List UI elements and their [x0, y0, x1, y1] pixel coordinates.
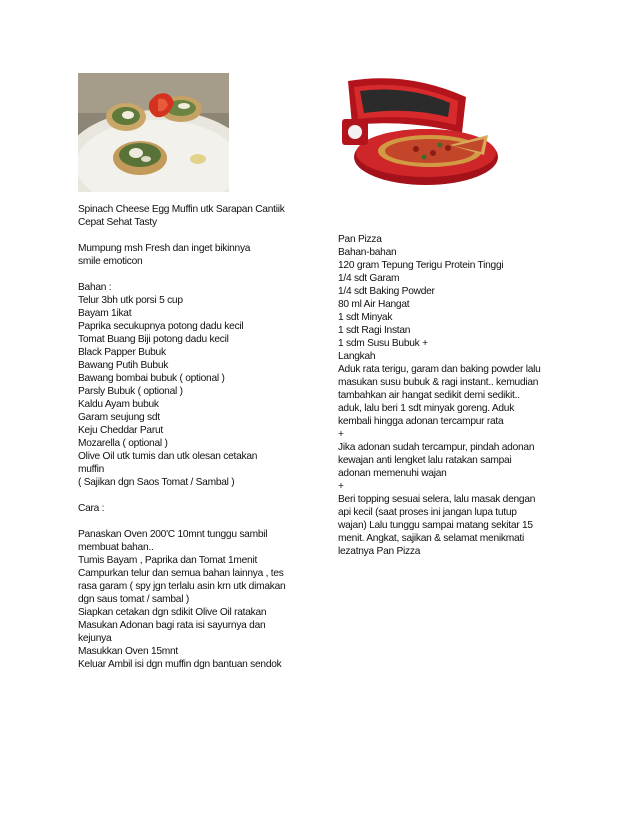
spinach-egg-muffin-image — [78, 73, 229, 192]
method-step-line: membuat bahan.. — [78, 542, 154, 553]
ingredient-line: 1 sdt Minyak — [338, 312, 393, 323]
recipe-text-line: Mumpung msh Fresh dan inget bikinnya — [78, 243, 251, 254]
recipe-title: Spinach Cheese Egg Muffin utk Sarapan Cantiik — [78, 204, 285, 215]
pan-pizza-recipe — [338, 233, 570, 558]
recipe-text-line: smile emoticon — [78, 256, 143, 267]
method-step-line: api kecil (saat proses ini jangan lupa tutup — [338, 507, 517, 518]
ingredients-heading: Bahan-bahan — [338, 247, 397, 258]
method-step-line: dgn saus tomat / sambal ) — [78, 594, 189, 605]
method-step-line: Masukkan Oven 15mnt — [78, 646, 179, 657]
ingredient-line: 80 ml Air Hangat — [338, 299, 410, 310]
ingredient-line: Kaldu Ayam bubuk — [78, 399, 159, 410]
method-heading: Langkah — [338, 351, 376, 362]
method-step-line: Panaskan Oven 200'C 10mnt tunggu sambil — [78, 529, 268, 540]
ingredient-line: Tomat Buang Biji potong dadu kecil — [78, 334, 229, 345]
method-step-line: wajan) Lalu tunggu sampai matang sekitar 15 — [338, 520, 533, 531]
ingredient-line: 1/4 sdt Garam — [338, 273, 400, 284]
method-step-line: aduk, lalu beri 1 sdt minyak goreng. Aduk — [338, 403, 515, 414]
ingredient-line: Olive Oil utk tumis dan utk olesan cetakan — [78, 451, 258, 462]
recipe-title: Pan Pizza — [338, 234, 382, 245]
method-step-line: lezatnya Pan Pizza — [338, 546, 421, 557]
ingredient-line: Bawang Putih Bubuk — [78, 360, 169, 371]
recipe-title: Cepat Sehat Tasty — [78, 217, 157, 228]
ingredient-line: Mozarella ( optional ) — [78, 438, 168, 449]
method-heading: Cara : — [78, 503, 105, 514]
pizza-maker-image — [338, 73, 500, 193]
method-step-line: menit. Angkat, sajikan & selamat menikmati — [338, 533, 524, 544]
ingredient-line: Telur 3bh utk porsi 5 cup — [78, 295, 183, 306]
recipe-text-line — [78, 489, 310, 502]
recipe-text-line — [78, 515, 310, 528]
recipe-text-line — [78, 229, 310, 242]
ingredient-line: 1/4 sdt Baking Powder — [338, 286, 435, 297]
pizza-maker-photo — [338, 73, 500, 193]
ingredient-line: Bayam 1ikat — [78, 308, 132, 319]
spinach-egg-muffin-photo — [78, 73, 229, 192]
ingredient-line: 120 gram Tepung Terigu Protein Tinggi — [338, 260, 504, 271]
step-separator: + — [338, 481, 344, 492]
method-step-line: Keluar Ambil isi dgn muffin dgn bantuan sendok — [78, 659, 282, 670]
method-step-line: masukan susu bubuk & ragi instant.. kemudian — [338, 377, 539, 388]
ingredient-line: 1 sdm Susu Bubuk + — [338, 338, 428, 349]
ingredient-line: Parsly Bubuk ( optional ) — [78, 386, 183, 397]
method-step-line: adonan memenuhi wajan — [338, 468, 447, 479]
ingredient-line: Keju Cheddar Parut — [78, 425, 163, 436]
ingredient-line: Garam seujung sdt — [78, 412, 160, 423]
ingredient-line: 1 sdt Ragi Instan — [338, 325, 411, 336]
ingredient-line: muffin — [78, 464, 105, 475]
spinach-muffin-recipe — [78, 203, 310, 671]
ingredients-heading: Bahan : — [78, 282, 112, 293]
method-step-line: Campurkan telur dan semua bahan lainnya , tes — [78, 568, 284, 579]
method-step-line: kewajan anti lengket lalu ratakan sampai — [338, 455, 512, 466]
recipe-text-line — [78, 268, 310, 281]
ingredient-line: Paprika secukupnya potong dadu kecil — [78, 321, 244, 332]
method-step-line: tambahkan air hangat sedikit demi sedikit.. — [338, 390, 520, 401]
ingredient-line: Black Papper Bubuk — [78, 347, 166, 358]
method-step-line: Jika adonan sudah tercampur, pindah adonan — [338, 442, 535, 453]
method-step-line: kejunya — [78, 633, 112, 644]
method-step-line: kembali hingga adonan tercampur rata — [338, 416, 504, 427]
ingredient-line: Bawang bombai bubuk ( optional ) — [78, 373, 225, 384]
method-step-line: Siapkan cetakan dgn sdikit Olive Oil ratakan — [78, 607, 267, 618]
method-step-line: Beri topping sesuai selera, lalu masak dengan — [338, 494, 536, 505]
method-step-line: Aduk rata terigu, garam dan baking powder lalu — [338, 364, 541, 375]
method-step-line: Tumis Bayam , Paprika dan Tomat 1menit — [78, 555, 258, 566]
ingredient-line: ( Sajikan dgn Saos Tomat / Sambal ) — [78, 477, 235, 488]
step-separator: + — [338, 429, 344, 440]
method-step-line: rasa garam ( spy jgn terlalu asin krn utk dimakan — [78, 581, 286, 592]
method-step-line: Masukan Adonan bagi rata isi sayurnya dan — [78, 620, 266, 631]
